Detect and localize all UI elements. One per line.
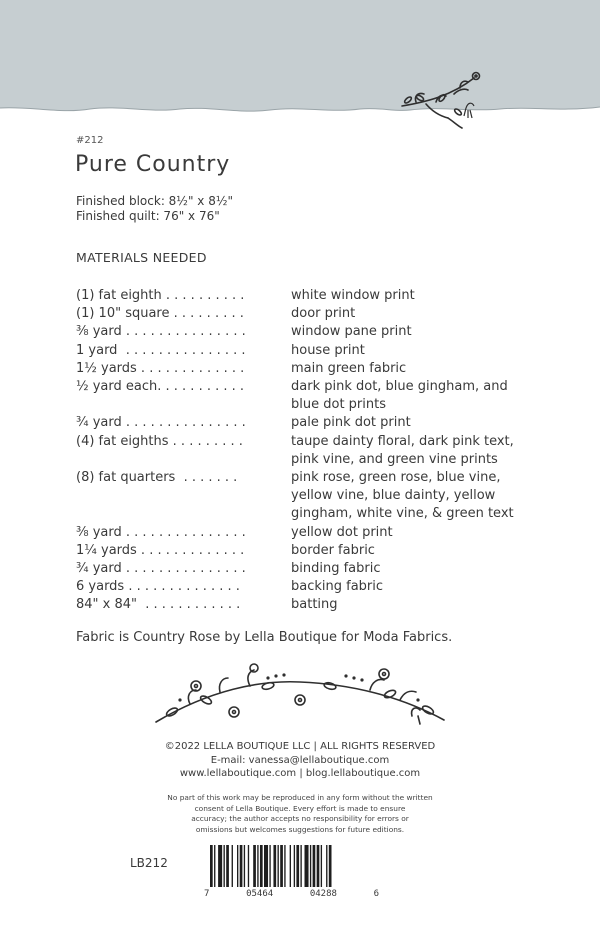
materials-list — [76, 287, 546, 615]
material-row — [76, 305, 546, 323]
material-quantity: ¾ yard . . . . . . . . . . . . . . . — [76, 415, 246, 431]
websites-line: www.lellaboutique.com | blog.lellaboutique.com — [179, 768, 421, 779]
barcode-bar — [321, 845, 322, 887]
material-row — [76, 542, 546, 560]
flower-sprig-icon — [396, 66, 496, 130]
material-row — [76, 433, 546, 469]
copyright-line: ©2022 LELLA BOUTIQUE LLC | ALL RIGHTS RESERVED — [164, 741, 436, 752]
material-row — [76, 323, 546, 341]
barcode-bar — [280, 845, 283, 887]
material-quantity: (1) 10" square . . . . . . . . . — [76, 306, 244, 322]
material-description — [291, 524, 546, 542]
finished-sizes — [76, 194, 233, 224]
barcode-bar — [305, 845, 309, 887]
barcode-bar — [244, 845, 245, 887]
material-row — [76, 287, 546, 305]
material-row — [76, 524, 546, 542]
barcode-bar — [290, 845, 291, 887]
material-description-line: yellow dot print — [291, 524, 393, 540]
material-row — [76, 378, 546, 414]
material-row — [76, 469, 546, 524]
material-description — [291, 433, 546, 469]
materials-heading: MATERIALS NEEDED — [76, 250, 207, 265]
barcode-bar — [310, 845, 311, 887]
material-description-line: yellow vine, blue dainty, yellow — [291, 488, 496, 504]
product-code: LB212 — [130, 856, 168, 870]
finished-block: Finished block: 8½" x 8½" — [76, 194, 233, 208]
barcode-bar — [218, 845, 222, 887]
barcode-bar — [317, 845, 320, 887]
barcode-digit-group: 05464 — [246, 889, 274, 899]
barcode-bar — [240, 845, 243, 887]
disclaimer-line: consent of Lella Boutique. Every effort is made to ensure — [194, 803, 406, 813]
barcode-bar — [264, 845, 268, 887]
barcode-bar — [232, 845, 233, 887]
material-quantity: 1½ yards . . . . . . . . . . . . . — [76, 360, 245, 376]
page-title: Pure Country — [75, 152, 231, 177]
email-line: E-mail: vanessa@lellaboutique.com — [210, 754, 390, 766]
material-description-line: taupe dainty floral, dark pink text, — [291, 433, 514, 449]
material-description-line: pink rose, green rose, blue vine, — [291, 470, 501, 486]
barcode-bar — [294, 845, 295, 887]
material-description — [291, 323, 546, 341]
material-description — [291, 342, 546, 360]
barcode-bar — [237, 845, 238, 887]
material-row — [76, 596, 546, 614]
material-row — [76, 342, 546, 360]
barcode-bar — [273, 845, 276, 887]
barcode-bar — [226, 845, 229, 887]
barcode-bar — [313, 845, 316, 887]
material-description-line: house print — [291, 342, 365, 358]
barcode-bar — [224, 845, 225, 887]
material-description — [291, 469, 546, 524]
barcode-bar — [253, 845, 256, 887]
floral-vine-icon — [150, 660, 450, 732]
barcode-bar — [248, 845, 249, 887]
finished-quilt: Finished quilt: 76" x 76" — [76, 209, 220, 223]
barcode-bar — [210, 845, 213, 887]
material-quantity: 1¼ yards . . . . . . . . . . . . . — [76, 542, 245, 558]
barcode-bar — [329, 845, 332, 887]
material-description-line: gingham, white vine, & green text — [291, 506, 514, 522]
material-row — [76, 360, 546, 378]
material-quantity: 1 yard . . . . . . . . . . . . . . . — [76, 342, 246, 358]
barcode-digit-group: 6 — [373, 889, 379, 899]
material-description-line: blue dot prints — [291, 397, 386, 413]
disclaimer-line: No part of this work may be reproduced in any form without the written — [167, 793, 433, 802]
disclaimer-line: omissions but welcomes suggestions for future editions. — [195, 824, 405, 834]
material-quantity: 84" x 84" . . . . . . . . . . . . — [76, 597, 241, 613]
material-description-line: backing fabric — [291, 579, 384, 595]
material-description — [291, 596, 546, 614]
disclaimer-line: accuracy; the author accepts no responsibility for errors or — [191, 814, 409, 823]
barcode-digits — [204, 889, 379, 899]
fabric-note: Fabric is Country Rose by Lella Boutique for Moda Fabrics. — [76, 630, 453, 645]
material-description-line: door print — [291, 306, 356, 322]
material-description — [291, 414, 546, 432]
material-description-line: pale pink dot print — [291, 415, 411, 431]
torn-paper-edge — [0, 92, 600, 132]
barcode-bar — [326, 845, 327, 887]
material-description-line: batting — [291, 597, 338, 613]
material-description-line: white window print — [291, 288, 415, 303]
material-quantity: 6 yards . . . . . . . . . . . . . . — [76, 579, 240, 595]
material-quantity: (1) fat eighth . . . . . . . . . . — [76, 288, 245, 303]
material-description — [291, 305, 546, 323]
barcode-bar — [257, 845, 258, 887]
barcode-bar — [278, 845, 279, 887]
material-description-line: border fabric — [291, 542, 375, 558]
material-quantity: (4) fat eighths . . . . . . . . . — [76, 433, 243, 449]
material-description — [291, 360, 546, 378]
material-row — [76, 560, 546, 578]
barcode-bar — [284, 845, 285, 887]
material-quantity: ½ yard each. . . . . . . . . . . — [76, 379, 245, 395]
material-quantity: ¾ yard . . . . . . . . . . . . . . . — [76, 561, 246, 577]
material-description — [291, 578, 546, 596]
material-description — [291, 542, 546, 560]
barcode-bar — [296, 845, 299, 887]
material-quantity: ⅜ yard . . . . . . . . . . . . . . . — [76, 524, 246, 540]
barcode-bar — [269, 845, 270, 887]
barcode-bar — [260, 845, 263, 887]
barcode-digit-group: 7 — [204, 889, 210, 899]
barcode-bar — [300, 845, 301, 887]
material-description — [291, 560, 546, 578]
material-row — [76, 414, 546, 432]
pattern-number: #212 — [76, 135, 104, 146]
material-description — [291, 378, 546, 414]
material-description-line: main green fabric — [291, 360, 407, 376]
material-description — [291, 287, 546, 305]
material-quantity: ⅜ yard . . . . . . . . . . . . . . . — [76, 324, 246, 340]
barcode-digit-group: 04288 — [309, 889, 337, 899]
barcode-bar — [214, 845, 215, 887]
material-description-line: binding fabric — [291, 561, 381, 577]
disclaimer — [0, 793, 600, 835]
material-row — [76, 578, 546, 596]
material-description-line: window pane print — [291, 324, 412, 340]
material-quantity: (8) fat quarters . . . . . . . — [76, 470, 238, 486]
material-description-line: pink vine, and green vine prints — [291, 451, 498, 467]
material-description-line: dark pink dot, blue gingham, and — [291, 379, 508, 395]
copyright-block — [0, 740, 600, 781]
